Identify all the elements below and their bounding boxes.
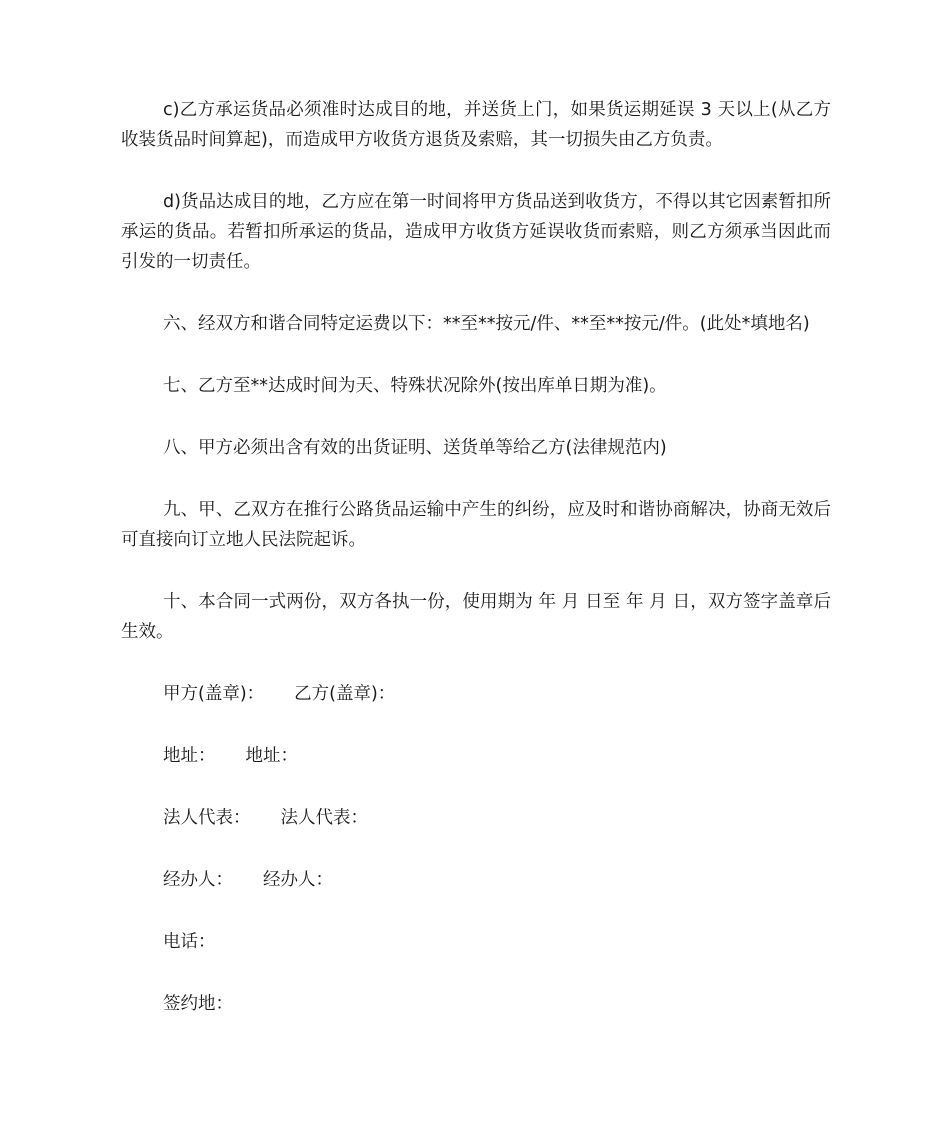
party-a-seal-label: 甲方(盖章)： [163,684,265,704]
address-line [121,741,831,771]
legal-rep-line [121,803,831,833]
signing-place-label: 签约地： [163,994,233,1014]
clause-10-validity: 十、本合同一式两份，双方各执一份，使用期为 年 月 日至 年 月 日，双方签字盖章后生效。 [121,592,831,642]
clause-9-disputes: 九、甲、乙双方在推行公路货品运输中产生的纠纷，应及时和谐协商解决，协商无效后可直接向订立地人民法院起诉。 [121,500,831,550]
seal-line [121,679,831,709]
clause-d: d)货品达成目的地，乙方应在第一时间将甲方货品送到收货方，不得以其它因素暂扣所承运的货品。若暂扣所承运的货品，造成甲方收货方延误收货而索赔，则乙方须承当因此而引发的一切责任。 [121,192,831,272]
phone-line [121,927,831,957]
party-a-legal-rep-label: 法人代表： [163,808,251,828]
clause-6-freight: 六、经双方和谐合同特定运费以下：**至**按元/件、**至**按元/件。(此处*填地名) [163,314,810,334]
phone-label: 电话： [163,932,216,952]
handler-line [121,865,831,895]
party-b-address-label: 地址： [245,746,298,766]
party-a-handler-label: 经办人： [163,870,233,890]
party-b-seal-label: 乙方(盖章)： [294,684,396,704]
clause-7-arrival-time: 七、乙方至**达成时间为天、特殊状况除外(按出库单日期为准)。 [163,376,667,396]
contract-body [121,95,831,1051]
party-b-legal-rep-label: 法人代表： [280,808,368,828]
signing-place-line [121,989,831,1019]
party-a-address-label: 地址： [163,746,216,766]
party-b-handler-label: 经办人： [263,870,333,890]
clause-8-shipping-proof: 八、甲方必须出含有效的出货证明、送货单等给乙方(法律规范内) [163,438,667,458]
clause-c: c)乙方承运货品必须准时达成目的地，并送货上门，如果货运期延误 3 天以上(从乙方收装货品时间算起)，而造成甲方收货方退货及索赔，其一切损失由乙方负责。 [121,100,831,150]
